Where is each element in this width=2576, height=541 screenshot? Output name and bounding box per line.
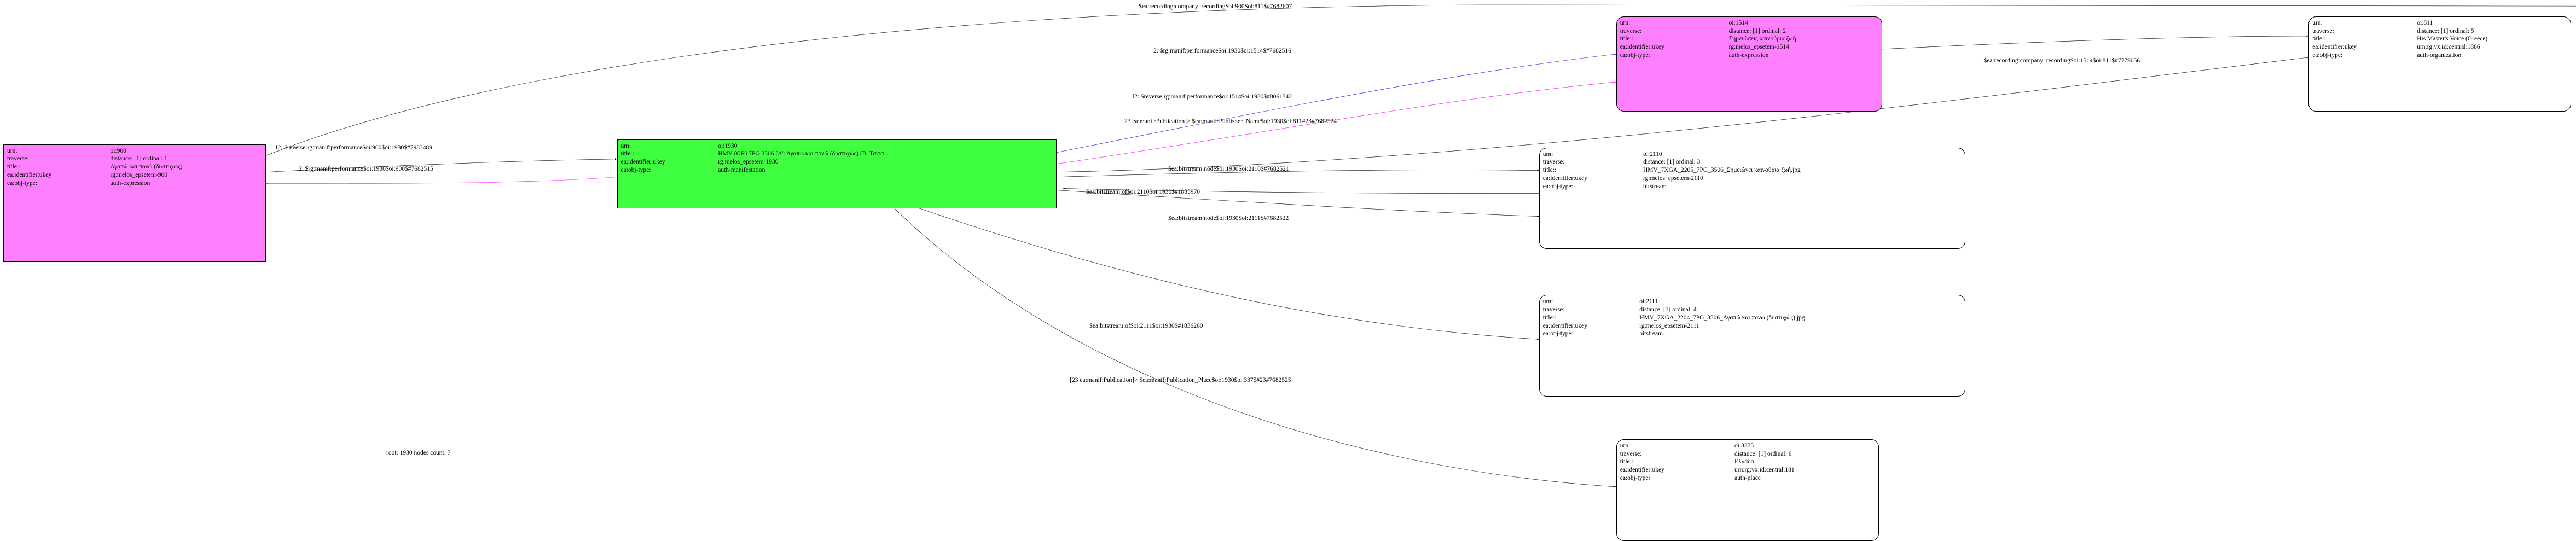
node-property-value: oi:900 [110, 147, 126, 154]
node-property-key: ea:obj-type: [7, 179, 37, 187]
graph-edge [1882, 36, 2309, 49]
node-property-value: bitstream [1639, 330, 1663, 338]
node-property-row [1620, 51, 1878, 60]
node-property-value: distance: [1] ordinal: 2 [1728, 27, 1786, 34]
node-property-row [1620, 43, 1878, 51]
node-property-row [7, 171, 262, 179]
node-property-value: Αγαπώ και πονώ (δυστυχώς) [110, 164, 183, 171]
node-property-key: urn: [1620, 443, 1631, 450]
node-property-value: distance: [1] ordinal: 3 [1643, 159, 1701, 166]
edge-label: $ea:recording:company_recording$oi:1514$oi:811$#7779056 [1983, 57, 2140, 64]
node-property-row [1620, 458, 1875, 466]
node-property-value: urn:rg:vx:id:central:1886 [2417, 44, 2480, 51]
node-property-value: Σημειώσεις καινούρια ζωή [1728, 36, 1796, 43]
node-property-key: traverse: [7, 155, 29, 162]
edge-label: I2: $reverse:rg:manif:performance$oi:900$oi:1930$#7933489 [275, 144, 433, 151]
node-property-value: oi:2110 [1643, 150, 1662, 158]
node-property-value: auth-expression [1728, 51, 1769, 59]
node-property-row [621, 150, 1053, 158]
graph-node[interactable] [1539, 295, 1966, 397]
node-property-row [2312, 19, 2567, 27]
node-property-row [1543, 158, 1962, 166]
node-property-value: distance: [1] ordinal: 5 [2417, 27, 2474, 34]
node-property-value: auth-expression [110, 179, 150, 187]
node-property-value: auth-manifestation [718, 166, 765, 173]
node-property-key: traverse: [1542, 159, 1565, 166]
graph-edge [919, 208, 1539, 340]
node-property-key: ea:obj-type: [2312, 51, 2343, 59]
node-property-row [1543, 306, 1962, 314]
node-property-value: HMV_7XGA_2205_7PG_3506_Σημειώνει καινούρια ζωή.jpg [1643, 167, 1801, 174]
node-property-key: ea:obj-type: [1620, 51, 1650, 59]
graph-edge [1057, 170, 1539, 177]
graph-node[interactable] [1539, 148, 1966, 249]
node-property-row [1543, 330, 1962, 338]
edge-label: $ea:bitstream:node$oi:1930$oi:2111$#7682522 [1168, 214, 1289, 222]
node-property-row [1543, 314, 1962, 322]
node-property-row [2312, 35, 2567, 43]
edge-label: 2: $rg:manif:performance$oi:1930$oi:900$#7682515 [298, 165, 433, 172]
graph-edge [266, 4, 2576, 156]
node-property-value: oi:811 [2417, 19, 2433, 26]
node-property-value: rg:melos_epsetem-1930 [718, 159, 779, 166]
node-property-value: rg:melos_epsetem-2111 [1639, 322, 1699, 329]
node-property-key: title:: [1620, 458, 1634, 466]
node-property-row [1620, 19, 1878, 27]
node-property-key: ea:obj-type: [1542, 183, 1573, 190]
node-property-key: title:: [2312, 36, 2326, 43]
graph-edge [1057, 54, 1616, 153]
graph-edge [894, 208, 1616, 487]
node-property-value: distance: [1] ordinal: 1 [110, 155, 167, 162]
node-property-key: title:: [1542, 314, 1557, 321]
node-property-row [1543, 183, 1962, 191]
graph-footer-label: root: 1930 nodes count: 7 [386, 450, 451, 456]
node-property-key: urn: [7, 147, 18, 154]
graph-node[interactable] [1616, 16, 1882, 112]
node-property-row [1620, 27, 1878, 36]
node-property-key: ea:identifier:ukey [1620, 44, 1664, 51]
node-property-row [1620, 474, 1875, 482]
node-property-row [2312, 51, 2567, 60]
graph-node[interactable] [1616, 439, 1879, 541]
graph-node[interactable] [617, 139, 1057, 208]
node-property-key: urn: [1620, 19, 1631, 26]
node-property-value: HMV_7XGA_2204_7PG_3506_Αγαπώ και πονώ (δυστυχώς).jpg [1639, 314, 1805, 321]
node-property-key: urn: [1542, 298, 1553, 305]
node-property-key: ea:obj-type: [620, 166, 651, 173]
node-property-key: urn: [620, 142, 631, 149]
edge-label: $ea:recording:company_recording$oi:900$oi:811$#7682607 [1139, 3, 1292, 10]
node-property-key: ea:identifier:ukey [1542, 322, 1587, 329]
node-property-key: ea:identifier:ukey [2312, 44, 2357, 51]
node-property-value: HMV (GR) 7PG 3506 [Α': Αγαπώ και πονώ (δυστυχώς) (Β. Τσιτσ... [718, 150, 889, 158]
node-property-value: Ελλάδα [1734, 458, 1754, 466]
node-property-row [621, 158, 1053, 166]
edge-label: [23 ea:manif:Publication]> $ea:manif:Publication_Place$oi:1930$oi:3375#23#7682525 [1070, 377, 1291, 384]
node-property-value: His Master's Voice (Greece) [2417, 36, 2488, 43]
edge-label: [23 ea:manif:Publication]> $ea:manif:Publisher_Name$oi:1930$oi:811#23#7682524 [1122, 118, 1337, 125]
node-property-row [1543, 322, 1962, 330]
edge-label: $ea:bitstream:of$oi:2111$oi:1930$#1836260 [1089, 323, 1203, 330]
node-property-key: urn: [1542, 150, 1553, 158]
node-property-value: auth-place [1734, 474, 1761, 481]
node-property-value: rg:melos_epsetem-1514 [1728, 44, 1789, 51]
node-property-row [1620, 442, 1875, 450]
node-property-key: ea:identifier:ukey [7, 171, 52, 178]
node-property-key: title:: [1542, 167, 1557, 174]
node-property-value: oi:1514 [1728, 19, 1748, 26]
node-property-row [7, 147, 262, 155]
node-property-key: title:: [1620, 36, 1634, 43]
node-property-key: title:: [620, 150, 634, 158]
graph-edge [266, 177, 617, 184]
edge-label: $ea:bitstream:node$oi:1930$oi:2110$#7682521 [1168, 165, 1289, 172]
edge-label: 2: $rg:manif:performance$oi:1930$oi:1514$#7682516 [1153, 47, 1291, 54]
node-property-row [1543, 298, 1962, 306]
node-property-row [1620, 450, 1875, 458]
node-property-value: urn:rg:vx:id:central:181 [1734, 467, 1795, 474]
node-property-row [1543, 166, 1962, 174]
node-property-key: urn: [2312, 19, 2323, 26]
edge-label: $ea:bitstream:of$oi:2110$oi:1930$#1835970 [1086, 188, 1200, 195]
node-property-value: distance: [1] ordinal: 6 [1734, 450, 1792, 457]
node-property-key: ea:identifier:ukey [1620, 467, 1664, 474]
node-property-row [7, 179, 262, 188]
node-property-key: ea:obj-type: [1620, 474, 1650, 481]
node-property-key: traverse: [1542, 306, 1565, 313]
edge-label: I2: $reverse:rg:manif:performance$oi:1514$oi:1930$#8061342 [1132, 93, 1292, 100]
node-property-value: rg:melos_epsetem-900 [110, 171, 168, 178]
node-property-row [621, 142, 1053, 150]
node-property-row [621, 166, 1053, 174]
node-property-value: oi:3375 [1734, 443, 1754, 450]
node-property-row [2312, 43, 2567, 51]
node-property-value: rg:melos_epsetem-2110 [1643, 174, 1703, 182]
node-property-key: ea:obj-type: [1542, 330, 1573, 338]
node-property-value: bitstream [1643, 183, 1667, 190]
node-property-row [1620, 466, 1875, 474]
node-property-row [2312, 27, 2567, 36]
graph-node[interactable] [2308, 16, 2571, 112]
graph-node[interactable] [3, 144, 266, 263]
node-property-value: distance: [1] ordinal: 4 [1639, 306, 1697, 313]
node-property-row [1620, 35, 1878, 43]
node-property-key: traverse: [1620, 450, 1642, 457]
node-property-value: oi:2111 [1639, 298, 1658, 305]
node-property-row [1543, 174, 1962, 183]
node-property-row [1543, 150, 1962, 159]
node-property-key: ea:identifier:ukey [1542, 174, 1587, 182]
node-property-value: oi:1930 [718, 142, 738, 149]
node-property-row [7, 155, 262, 163]
node-property-key: title:: [7, 164, 21, 171]
node-property-key: ea:identifier:ukey [620, 159, 665, 166]
node-property-key: traverse: [2312, 27, 2334, 34]
node-property-key: traverse: [1620, 27, 1642, 34]
node-property-value: auth-organization [2417, 51, 2462, 59]
node-property-row [7, 163, 262, 171]
